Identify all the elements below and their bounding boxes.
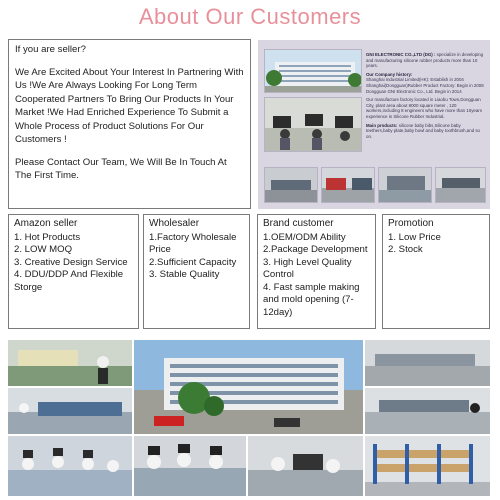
office-photo [264,97,362,152]
production-line-photo [8,388,132,434]
category-item: 2.Package Development [263,244,368,255]
intro-question: If you are seller? [15,44,86,55]
main-products-label: Main products: [366,122,398,128]
category-wholesaler [143,214,250,329]
category-item: 4. DDU/DDP And Flexible Storge [14,269,124,293]
workshop-photo [365,388,490,434]
warehouse-photo [365,436,490,496]
intro-body: We Are Excited About Your Interest In Partnering With Us !We Are Always Looking For Long Term Cooperated Partners To Bring Our Products In Your Market !We Had Enriched Experience To Submit a Whole Process of Product Solutions For Our Customers ! [15,66,244,145]
factory-floor-photo [8,340,132,386]
category-item: 3. High Level Quality Control [263,256,352,280]
category-item: 1. Hot Products [14,231,81,243]
workshop-photo [435,167,486,203]
category-title: Promotion [388,218,434,229]
factory-building-photo [134,340,363,434]
category-item: 4. Fast sample making and mold opening (7-12day) [263,281,360,318]
main-products: silicone baby bibs,Silicone baby teethers,baby plate,baby bowl and baby toothbrush,and so on. [366,122,480,139]
workers-assembly-photo [248,436,363,496]
category-amazon-seller [8,214,139,329]
category-item: 2. Stock [388,244,423,255]
history-line: Dongguan GNI Electronic Co., Ltd. Begin in 2014 [366,88,462,94]
category-item: 3. Stable Quality [149,269,220,280]
workshop-photo [378,167,432,203]
workshop-photo [321,167,375,203]
factory-desc: Our manufacture factory located in Liaobu Town,Dongguan City, plant area about 8000 square meter , 120 workers,including 8 engineers who have more than 10years experience in Silicone Rubber Industrial. [366,97,482,119]
factory-building-photo [264,49,362,93]
category-promotion [382,214,490,329]
seller-intro-box [8,39,251,209]
company-info-panel [258,40,490,209]
intro-contact: Please Contact Our Team, We Will Be In Touch At The First Time. [15,156,227,181]
category-item: 1.Factory Wholesale Price [149,231,237,255]
category-item: 2. LOW MOQ [14,244,73,255]
category-item: 1.OEM/ODM Ability [263,231,346,243]
history-title: Our Company history: [366,71,413,77]
workshop-photo [365,340,490,386]
history-line: Shanghai Industrial Limited(HK): Establish in 2004 [366,77,464,83]
company-heading-desc: specialize in developing and manufacturing silicone rubber products more than 10 years. [366,52,484,69]
category-item: 1. Low Price [388,231,441,243]
history-line: Shanghai(Dongguan)Rubber Product Factory: Begin in 2008 [366,82,484,88]
category-item: 3. Creative Design Service [14,256,128,268]
company-heading: GNI ELECTRONIC CO.,LTD (DG) : [366,52,436,57]
workers-assembly-photo [8,436,132,496]
company-info-text [366,52,484,139]
factory-photo-collage [8,340,490,496]
workers-assembly-photo [134,436,246,496]
category-title: Brand customer [263,218,334,229]
workshop-photo [264,167,318,203]
category-item: 2.Sufficient Capacity [149,256,237,268]
category-brand-customer [257,214,376,329]
category-title: Amazon seller [14,218,78,229]
page-title: About Our Customers [138,4,362,29]
category-title: Wholesaler [149,218,200,229]
